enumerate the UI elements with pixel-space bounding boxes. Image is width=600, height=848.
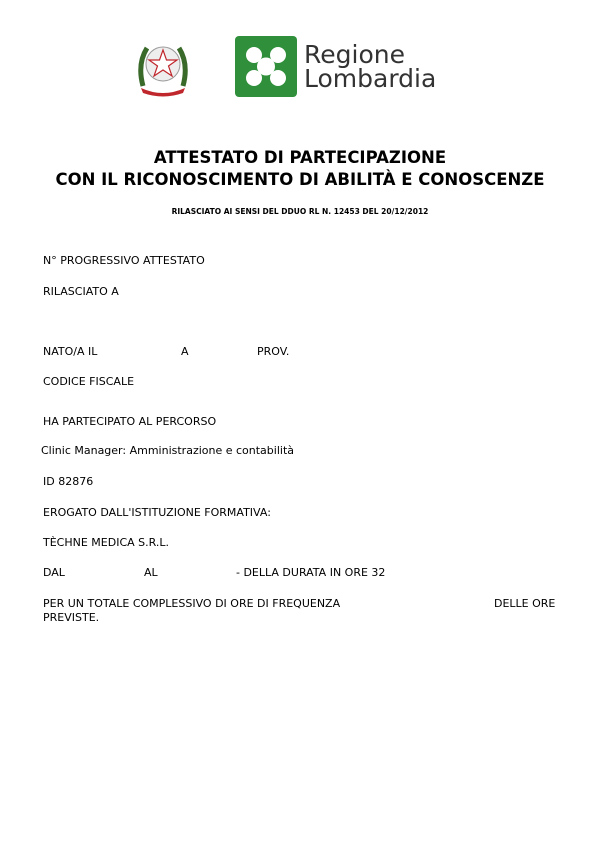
progressivo-label: N° PROGRESSIVO ATTESTATO (43, 254, 205, 267)
previste-label: PREVISTE. (43, 611, 100, 624)
dal-label: DAL (43, 566, 65, 579)
title-line2: CON IL RICONOSCIMENTO DI ABILITÀ E CONOSCENZE (55, 170, 545, 189)
luogo-label: A (181, 345, 189, 358)
totale-label: PER UN TOTALE COMPLESSIVO DI ORE DI FREQUENZA (43, 597, 341, 610)
regione-name-line1: Regione (304, 40, 405, 69)
nato-label: NATO/A IL (43, 345, 98, 358)
rilasciato-label: RILASCIATO A (43, 285, 119, 298)
partecipato-label: HA PARTECIPATO AL PERCORSO (43, 415, 217, 428)
regione-name-line2: Lombardia (304, 64, 437, 93)
course-name: Clinic Manager: Amministrazione e contabilità (41, 444, 295, 457)
regione-lombardia-logo (235, 36, 297, 97)
codice-fiscale-label: CODICE FISCALE (43, 375, 135, 388)
title-line1: ATTESTATO DI PARTECIPAZIONE (153, 148, 447, 167)
al-label: AL (144, 566, 158, 579)
durata-label: - DELLA DURATA IN ORE 32 (236, 566, 386, 579)
istituzione-name: TÈCHNE MEDICA S.R.L. (43, 536, 170, 549)
italian-emblem-logo (135, 36, 191, 98)
course-id: ID 82876 (43, 475, 94, 488)
erogato-label: EROGATO DALL'ISTITUZIONE FORMATIVA: (43, 506, 271, 519)
subtitle: RILASCIATO AI SENSI DEL DDUO RL N. 12453 DEL 20/12/2012 (171, 207, 429, 216)
prov-label: PROV. (257, 345, 290, 358)
delle-ore-label: DELLE ORE (494, 597, 556, 610)
